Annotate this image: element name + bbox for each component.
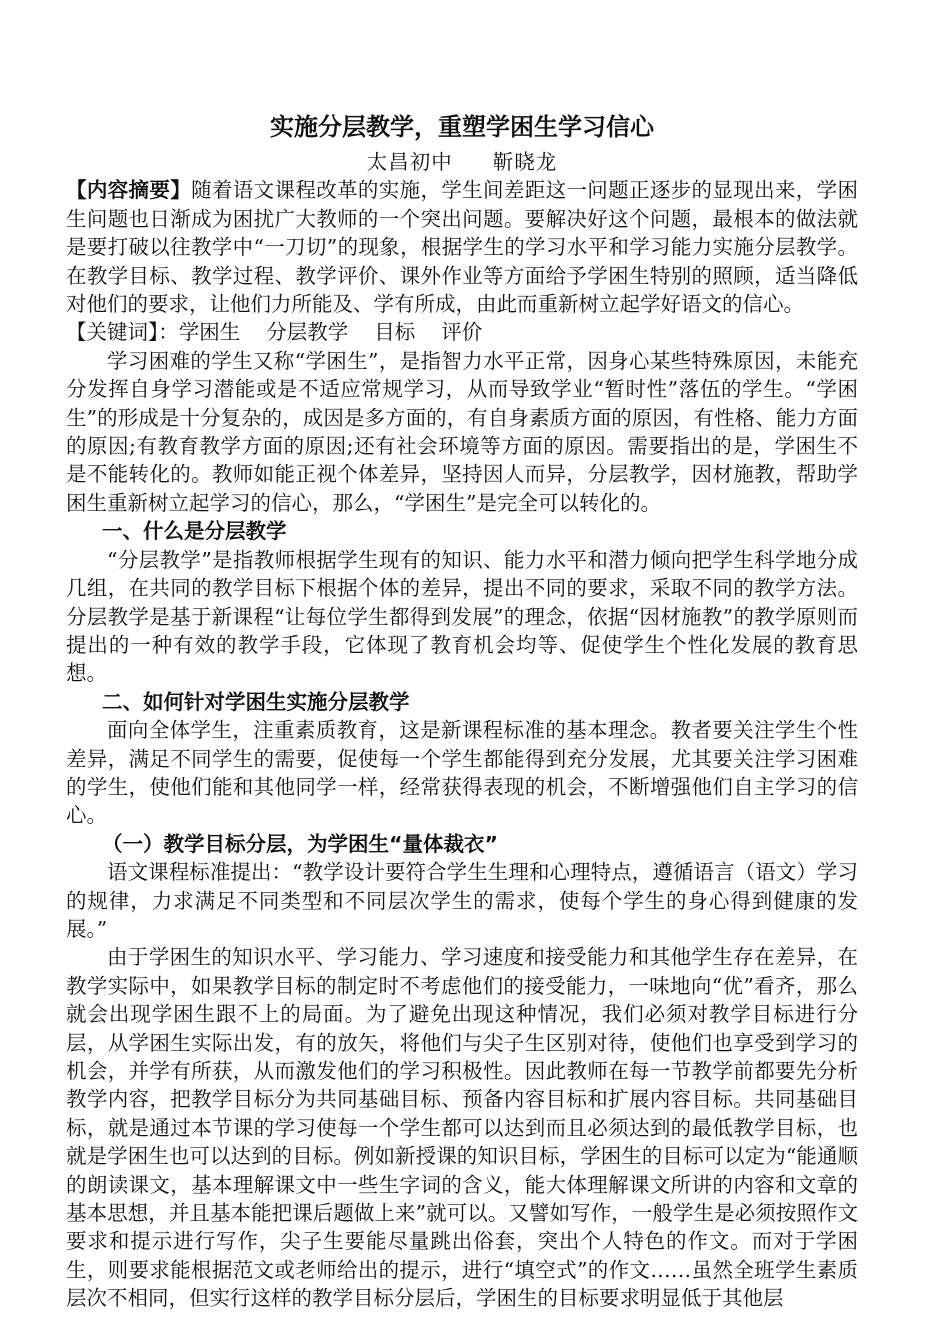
abstract-text: 随着语文课程改革的实施，学生间差距这一问题正逐步的显现出来，学困生问题也日渐成为困扰广大教师的一个突出问题。要解决好这个问题，最根本的做法就是要打破以往教学中“一刀切”的现象，根据学生的学习水平和学习能力实施分层教学。在教学目标、教学过程、教学评价、课外作业等方面给予学困生特别的照顾，适当降低对他们的要求，让他们力所能及、学有所成，由此而重新树立起学好语文的信心。 [66, 178, 858, 317]
keyword-item: 评价 [441, 320, 483, 345]
author-line [66, 148, 858, 176]
keyword-item: 目标 [374, 320, 416, 345]
section-1-paragraph: “分层教学”是指教师根据学生现有的知识、能力水平和潜力倾向把学生科学地分成几组，在共同的教学目标下根据个体的差异，提出不同的要求，采取不同的教学方法。分层教学是基于新课程“让每位学生都得到发展”的理念，依据“因材施教”的教学原则而提出的一种有效的教学手段，它体现了教育机会均等、促使学生个性化发展的教育思想。 [66, 547, 858, 686]
intro-paragraph: 学习困难的学生又称“学困生”，是指智力水平正常，因身心某些特殊原因，未能充分发挥自身学习潜能或是不适应常规学习，从而导致学业“暂时性”落伍的学生。“学困生”的形成是十分复杂的，成因是多方面的，有自身素质方面的原因，有性格、能力方面的原因;有教育教学方面的原因;还有社会环境等方面的原因。需要指出的是，学困生不是不能转化的。教师如能正视个体差异，坚持因人而异，分层教学，因材施教，帮助学困生重新树立起学习的信心，那么，“学困生”是完全可以转化的。 [66, 348, 858, 515]
abstract-paragraph [66, 176, 858, 318]
abstract-label: 【内容摘要】 [66, 178, 192, 203]
keywords-line [66, 318, 858, 346]
section-heading-2: 二、如何针对学困生实施分层教学 [102, 689, 410, 714]
subsection-heading-1: （一）教学目标分层，为学困生“量体裁衣” [102, 831, 498, 856]
keyword-item: 分层教学 [266, 320, 349, 345]
keywords-label: 【关键词】： [66, 320, 179, 345]
author-school: 太昌初中 [366, 150, 453, 174]
document-page [66, 110, 858, 1313]
keyword-item: 学困生 [178, 320, 241, 345]
document-title: 实施分层教学，重塑学困生学习信心 [270, 113, 654, 141]
subsection-1-quote: 语文课程标准提出：“教学设计要符合学生生理和心理特点，遵循语言（语文）学习的规律，力求满足不同类型和不同层次学生的需求，使每个学生的身心得到健康的发展。” [66, 860, 858, 941]
author-name: 靳晓龙 [492, 150, 558, 174]
section-2-paragraph: 面向全体学生，注重素质教育，这是新课程标准的基本理念。教者要关注学生个性差异，满足不同学生的需要，促使每一个学生都能得到充分发展，尤其要关注学习困难的学生，使他们能和其他同学一样，经常获得表现的机会，不断增强他们自主学习的信心。 [66, 718, 858, 828]
subsection-1-paragraph: 由于学困生的知识水平、学习能力、学习速度和接受能力和其他学生存在差异，在教学实际中，如果教学目标的制定时不考虑他们的接受能力，一味地向“优”看齐，那么就会出现学困生跟不上的局面。为了避免出现这种情况，我们必须对教学目标进行分层，从学困生实际出发，有的放矢，将他们与尖子生区别对待，使他们也享受到学习的机会，并学有所获，从而激发他们的学习积极性。因此教师在每一节教学前都要先分析教学内容，把教学目标分为共同基础目标、预备内容目标和扩展内容目标。共同基础目标，就是通过本节课的学习使每一个学生都可以达到而且必须达到的最低教学目标，也就是学困生也可以达到的目标。例如新授课的知识目标，学困生的目标可以定为“能通顺的朗读课文，基本理解课文中一些生字词的含义，能大体理解课文所讲的内容和文章的基本思想，并且基本能把课后题做上来”就可以。又譬如写作，一般学生是必须按照作文要求和提示进行写作，尖子生要能尽量跳出俗套，突出个人特色的作文。而对于学困生，则要求能根据范文或老师给出的提示，进行“填空式”的作文……虽然全班学生素质层次不相同，但实行这样的教学目标分层后，学困生的目标要求明显低于其他层 [66, 945, 858, 1311]
section-heading-1: 一、什么是分层教学 [102, 519, 287, 544]
